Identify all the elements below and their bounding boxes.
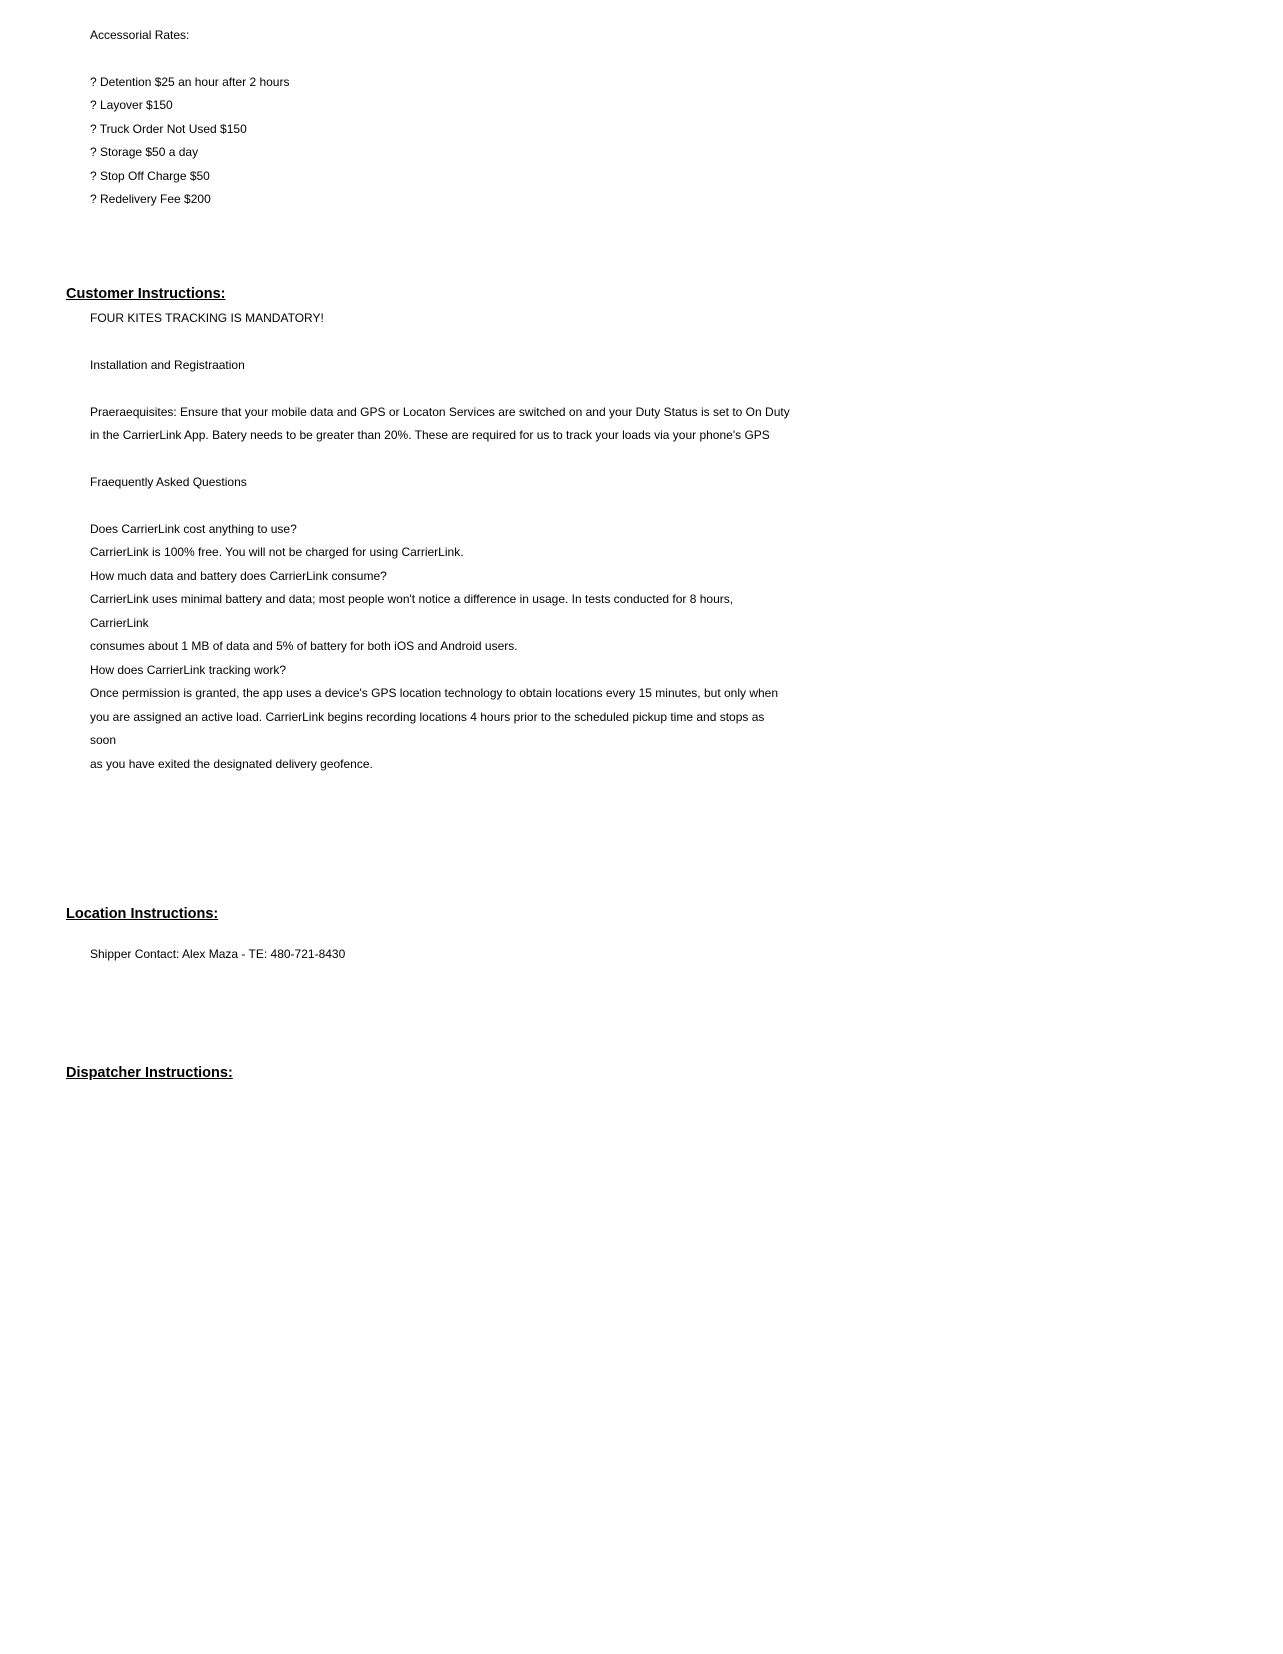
customer-line-faq-a3-3: soon [90,733,117,747]
accessorial-item-detention: ? Detention $25 an hour after 2 hours [90,75,290,89]
location-line-shipper-contact: Shipper Contact: Alex Maza - TE: 480-721-8430 [90,947,346,961]
customer-line-faq-q1: Does CarrierLink cost anything to use? [90,522,297,536]
accessorial-item-layover: ? Layover $150 [90,98,173,112]
customer-line-prerequisites-2: in the CarrierLink App. Batery needs to be greater than 20%. These are required for us to track your loads via your phone's GPS [90,428,770,442]
customer-line-faq-a2-2: CarrierLink [90,616,149,630]
accessorial-item-redelivery: ? Redelivery Fee $200 [90,192,211,206]
customer-instructions-heading: Customer Instructions: [66,286,226,302]
customer-line-installation: Installation and Registraation [90,358,245,372]
customer-line-prerequisites-1: Praeraequisites: Ensure that your mobile data and GPS or Locaton Services are switched on and your Duty Status is set to On Duty [90,405,790,419]
customer-line-faq-a2-1: CarrierLink uses minimal battery and data; most people won't notice a difference in usage. In tests conducted for 8 hours, [90,592,734,606]
customer-line-faq-a1: CarrierLink is 100% free. You will not be charged for using CarrierLink. [90,545,464,559]
accessorial-rates-title: Accessorial Rates: [90,28,190,42]
customer-line-faq-q2: How much data and battery does CarrierLink consume? [90,569,387,583]
customer-line-tracking-mandatory: FOUR KITES TRACKING IS MANDATORY! [90,311,324,325]
accessorial-item-storage: ? Storage $50 a day [90,145,199,159]
accessorial-item-truck-order: ? Truck Order Not Used $150 [90,122,247,136]
customer-line-faq-q3: How does CarrierLink tracking work? [90,663,287,677]
customer-line-faq-a3-2: you are assigned an active load. CarrierLink begins recording locations 4 hours prior to the scheduled pickup time and stops as [90,710,765,724]
location-instructions-heading: Location Instructions: [66,906,219,922]
accessorial-item-stop-off: ? Stop Off Charge $50 [90,169,210,183]
customer-line-faq-a3-4: as you have exited the designated delivery geofence. [90,757,373,771]
dispatcher-instructions-heading: Dispatcher Instructions: [66,1065,233,1081]
customer-line-faq-a3-1: Once permission is granted, the app uses a device's GPS location technology to obtain locations every 15 minutes, but only when [90,686,779,700]
customer-line-faq-a2-3: consumes about 1 MB of data and 5% of battery for both iOS and Android users. [90,639,518,653]
customer-line-faq-title: Fraequently Asked Questions [90,475,247,489]
